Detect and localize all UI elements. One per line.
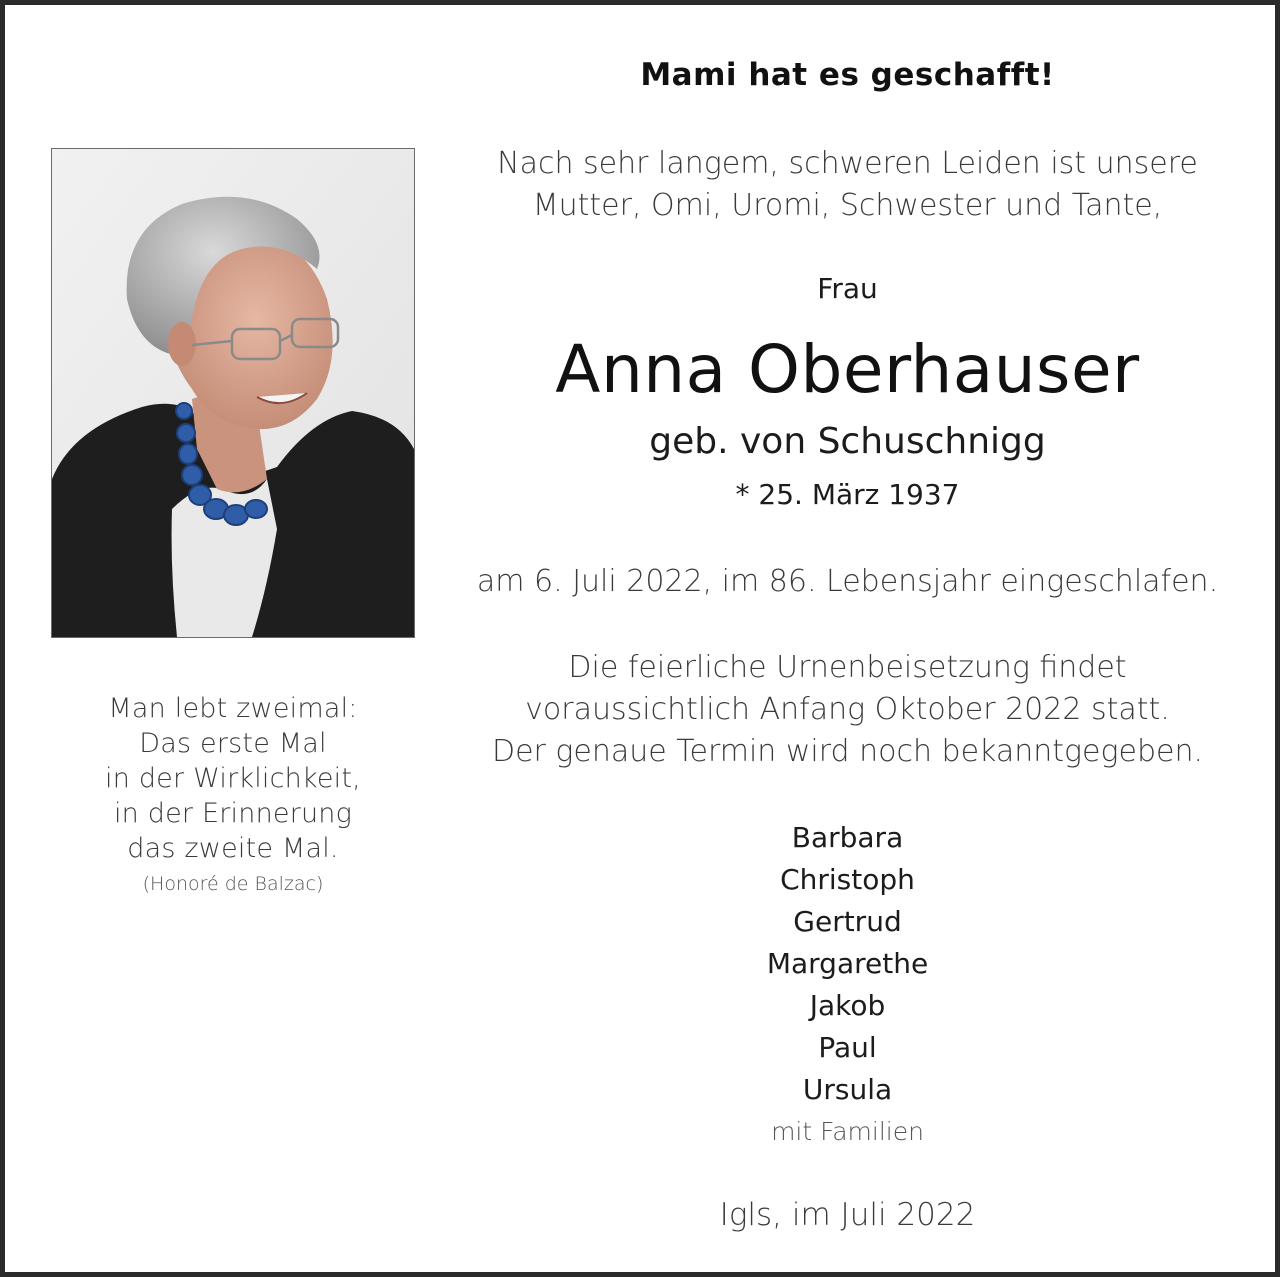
portrait-photo xyxy=(51,148,415,638)
quote-line: in der Erinnerung xyxy=(113,798,353,829)
mourner-name: Ursula xyxy=(802,1073,893,1106)
quote-line: in der Wirklichkeit, xyxy=(105,763,361,794)
burial-line: voraussichtlich Anfang Oktober 2022 statt. xyxy=(525,692,1170,727)
families-note: mit Familien xyxy=(771,1117,924,1146)
mourners-list xyxy=(445,817,1250,1153)
intro-line: Nach sehr langem, schweren Leiden ist unsere xyxy=(497,146,1198,181)
death-line: am 6. Juli 2022, im 86. Lebensjahr eingeschlafen. xyxy=(476,564,1219,599)
headline: Mami hat es geschafft! xyxy=(640,57,1055,93)
place-date: Igls, im Juli 2022 xyxy=(719,1197,976,1233)
quote-line: Das erste Mal xyxy=(139,728,327,759)
mourner-name: Christoph xyxy=(780,863,915,896)
burial-line: Die feierliche Urnenbeisetzung findet xyxy=(568,650,1127,685)
birth-name: geb. von Schuschnigg xyxy=(649,421,1046,462)
burial-notice xyxy=(445,647,1250,773)
quote-block xyxy=(51,691,415,898)
intro-text xyxy=(445,143,1250,227)
mourner-name: Margarethe xyxy=(766,947,929,980)
birth-date: * 25. März 1937 xyxy=(735,478,960,511)
mourner-name: Barbara xyxy=(791,821,904,854)
deceased-name: Anna Oberhauser xyxy=(555,331,1140,408)
quote-line: das zweite Mal. xyxy=(127,833,339,864)
intro-line: Mutter, Omi, Uromi, Schwester und Tante, xyxy=(532,188,1163,223)
mourner-name: Gertrud xyxy=(793,905,902,938)
salutation: Frau xyxy=(817,272,878,305)
quote-author: (Honoré de Balzac) xyxy=(142,873,324,895)
mourner-name: Paul xyxy=(818,1031,877,1064)
quote-line: Man lebt zweimal: xyxy=(108,693,358,724)
burial-line: Der genaue Termin wird noch bekanntgegeben. xyxy=(491,734,1204,769)
mourner-name: Jakob xyxy=(809,989,886,1022)
